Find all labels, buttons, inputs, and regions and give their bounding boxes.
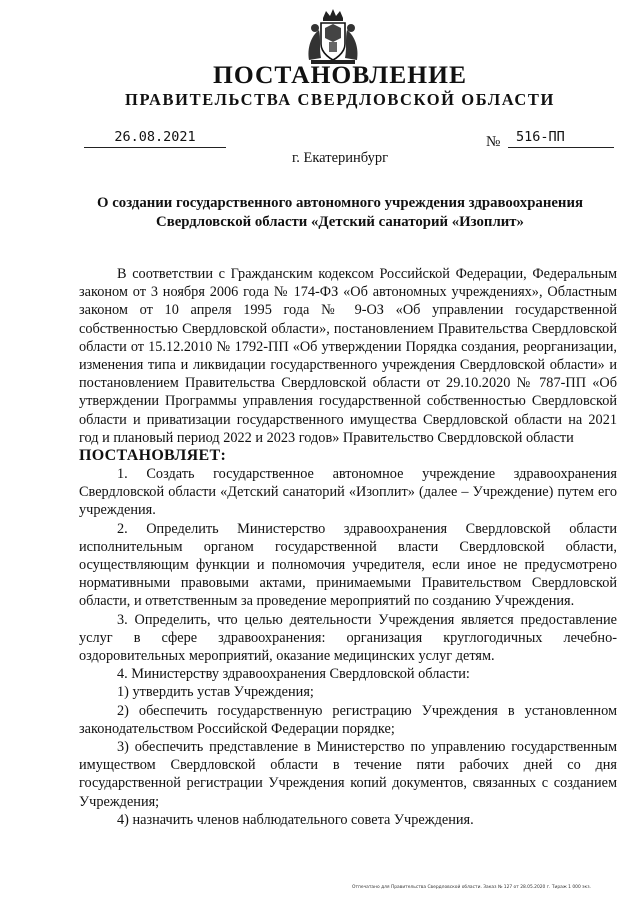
preamble-paragraph: В соответствии с Гражданским кодексом Российской Федерации, Федеральным законом от 3 ноября 2006 года № 174-ФЗ «Об автономных учреждениях», Областным законом от 10 апреля 1995 года № 9-ОЗ «Об управлении государственной собственностью Свердловской области», постановлением Правительства Свердловской области от 15.12.2010 № 1792-ПП «Об утверждении Порядка создания, реорганизации, изменения типа и ликвидации государственного учреждения Свердловской области» и постановлением Правительства Свердловской области от 29.10.2020 № 787-ПП «Об утверждении Программы управления государственной собственностью Свердловской области и приватизации государственного имущества Свердловской области на 2021 год и плановый период 2022 и 2023 годов» Правительство Свердловской области <box>79 266 617 446</box>
subclause-paragraph: 4) назначить членов наблюдательного совета Учреждения. <box>117 811 474 828</box>
document-type-heading: ПОСТАНОВЛЕНИЕ <box>213 60 467 89</box>
decree-keyword: ПОСТАНОВЛЯЕТ: <box>79 447 227 465</box>
clause-paragraph: 3. Определить, что целью деятельности Учреждения является предоставление услуг в сфере здравоохранения: организация круглогодичных лечебно-оздоровительных мероприятий, оказание медицинских услуг детям. <box>79 611 617 665</box>
number-sign: № <box>486 134 501 150</box>
document-title <box>60 194 620 232</box>
document-title-line: О создании государственного автономного учреждения здравоохранения <box>97 195 583 211</box>
document-title-line: Свердловской области «Детский санаторий «Изоплит» <box>156 214 524 230</box>
subclause-paragraph: 1) утвердить устав Учреждения; <box>117 684 314 701</box>
issue-city: г. Екатеринбург <box>291 150 389 166</box>
issuer-heading: ПРАВИТЕЛЬСТВА СВЕРДЛОВСКОЙ ОБЛАСТИ <box>125 90 555 109</box>
print-note: Отпечатано для Правительства Свердловской области. Заказ № 127 от 28.05.2020 г. Тираж 1 000 экз. <box>352 885 591 890</box>
document-number: 516-ПП <box>508 129 614 148</box>
subclause-paragraph: 2) обеспечить государственную регистрацию Учреждения в установленном законодательством Российской Федерации порядке; <box>79 702 617 737</box>
document-date: 26.08.2021 <box>84 129 226 148</box>
coat-of-arms-icon <box>301 8 365 66</box>
subclause-paragraph: 3) обеспечить представление в Министерство по управлению государственным имуществом Свердловской области в течение пяти рабочих дней со дня государственной регистрации Учреждения копий документов, связанных с созданием Учреждения; <box>79 739 617 810</box>
document-body <box>79 265 617 829</box>
clause-paragraph: 1. Создать государственное автономное учреждение здравоохранения Свердловской области «Детский санаторий «Изоплит» (далее – Учреждение) путем его учреждения. <box>79 466 617 519</box>
clause-paragraph: 4. Министерству здравоохранения Свердловской области: <box>117 666 470 683</box>
clause-paragraph: 2. Определить Министерство здравоохранения Свердловской области исполнительным органом государственной власти Свердловской области, осуществляющим функции и полномочия учредителя, если иное не предусмотрено нормативными правовыми актами, принимаемыми Правительством Свердловской области, и ответственным за проведение мероприятий по созданию Учреждения. <box>79 520 617 610</box>
